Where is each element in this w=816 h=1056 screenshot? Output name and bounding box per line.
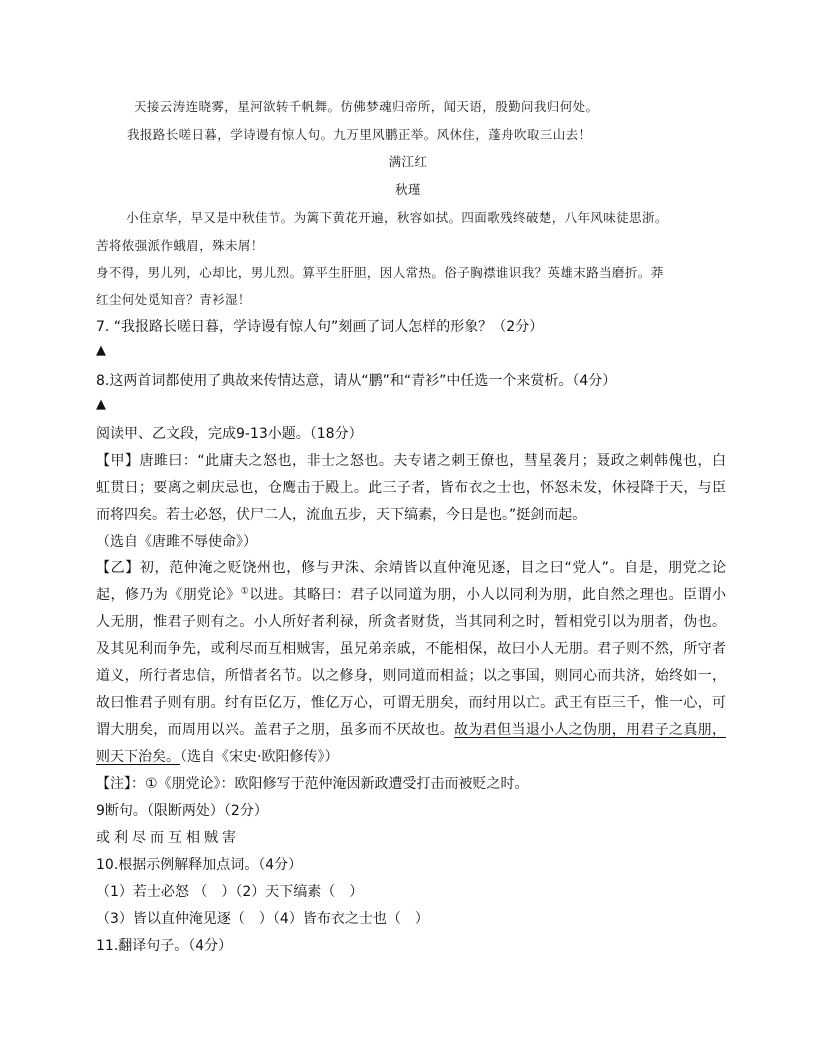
question-11: 11.翻译句子。（4分）: [96, 938, 233, 954]
answer-marker: ▲: [96, 343, 106, 358]
passage-line: 【乙】初，范仲淹之贬饶州也，修与尹洙、余靖皆以直仲淹见逐，目之曰“党人”。自是，朋党之论: [96, 560, 726, 576]
passage-source: （选自《唐雎不辱使命》）: [96, 534, 257, 550]
poem1-line: 天接云涛连晓雾，星河欲转千帆舞。仿佛梦魂归帝所，闻天语，殷勤问我归何处。: [134, 99, 599, 114]
passage-text: 以进。其略曰：君子以同道为朋，小人以同利为朋，此自然之理也。臣谓小: [249, 587, 727, 603]
question-10-row: （3）皆以直仲淹见逐（ ）（4）皆布衣之士也（ ）: [96, 911, 429, 927]
passage-line: [96, 746, 726, 766]
passage-line: 而将四矣。若士必怒，伏尸二人，流血五步，天下缟素，今日是也。”挺剑而起。: [96, 507, 587, 523]
poem1-line: 我报路长嗟日暮，学诗谩有惊人句。九万里风鹏正举。风休住，蓬舟吹取三山去！: [127, 127, 592, 142]
passage-line: 【甲】唐雎曰：“此庸夫之怒也，非士之怒也。夫专诸之刺王僚也，彗星袭月；聂政之刺韩傀也，白: [96, 453, 726, 469]
question-7: 7. “我报路长嗟日暮，学诗谩有惊人句”刻画了词人怎样的形象？（2分）: [96, 319, 544, 335]
poem2-line: 苦将侬强派作蛾眉，殊未屑！: [96, 238, 264, 253]
poem2-line: 身不得，男儿列，心却比，男儿烈。算平生肝胆，因人常热。俗子胸襟谁识我？英雄末路当磨折。莽: [96, 265, 664, 280]
passage-line: [96, 584, 726, 604]
answer-marker: ▲: [96, 397, 106, 412]
footnote-marker: ①: [240, 586, 250, 597]
passage-line: [96, 719, 726, 739]
underlined-sentence: 故为君但当退小人之伪朋，用君子之真朋，: [454, 722, 727, 738]
passage-line: 故曰惟君子则有朋。纣有臣亿万，惟亿万心，可谓无朋矣，而纣用以亡。武王有臣三千，惟一心，可: [96, 695, 726, 711]
poem-title: 满江红: [388, 154, 428, 169]
passage-line: 及其见利而争先，或利尽而互相贼害，虽兄弟亲戚，不能相保，故曰小人无朋。君子则不然，所守者: [96, 641, 726, 657]
passage-line: 虹贯日；要离之刺庆忌也，仓鹰击于殿上。此三子者，皆布衣之士也，怀怒未发，休祲降于天，与臣: [96, 480, 726, 496]
question-10: 10.根据示例解释加点词。（4分）: [96, 857, 303, 873]
section-intro: 阅读甲、乙文段，完成9-13小题。（18分）: [96, 426, 363, 442]
passage-text: 谓大朋矣，而周用以兴。盖君子之朋，虽多而不厌故也。: [96, 722, 455, 738]
question-9-sentence: 或利尽而互相贼害: [96, 830, 240, 846]
passage-line: 人无朋，惟君子则有之。小人所好者利禄，所贪者财货，当其同利之时，暂相党引以为朋者，伪也。: [96, 614, 726, 630]
passage-text: 起，修乃为《朋党论》: [96, 587, 241, 603]
question-8: 8.这两首词都使用了典故来传情达意，请从“鹏”和“青衫”中任选一个来赏析。（4分）: [96, 373, 617, 389]
poem-author: 秋瑾: [395, 182, 421, 197]
passage-source: （选自《宋史·欧阳修传》）: [180, 749, 339, 765]
passage-line: 道义，所行者忠信，所惜者名节。以之修身，则同道而相益；以之事国，则同心而共济，始终如一，: [96, 668, 726, 684]
question-9: 9断句。（限断两处）（2分）: [96, 803, 268, 819]
question-10-row: （1）若士必怒 （ ）（2）天下缟素（ ）: [96, 884, 364, 900]
poem2-line: 红尘何处觅知音？青衫湿！: [96, 292, 251, 307]
poem2-line: 小住京华，早又是中秋佳节。为篱下黄花开遍，秋容如拭。四面歌残终破楚，八年风味徒思浙。: [126, 210, 668, 225]
underlined-sentence: 则天下治矣。: [96, 749, 180, 765]
footnote: 【注】：①《朋党论》：欧阳修写于范仲淹因新政遭受打击而被贬之时。: [96, 776, 529, 792]
